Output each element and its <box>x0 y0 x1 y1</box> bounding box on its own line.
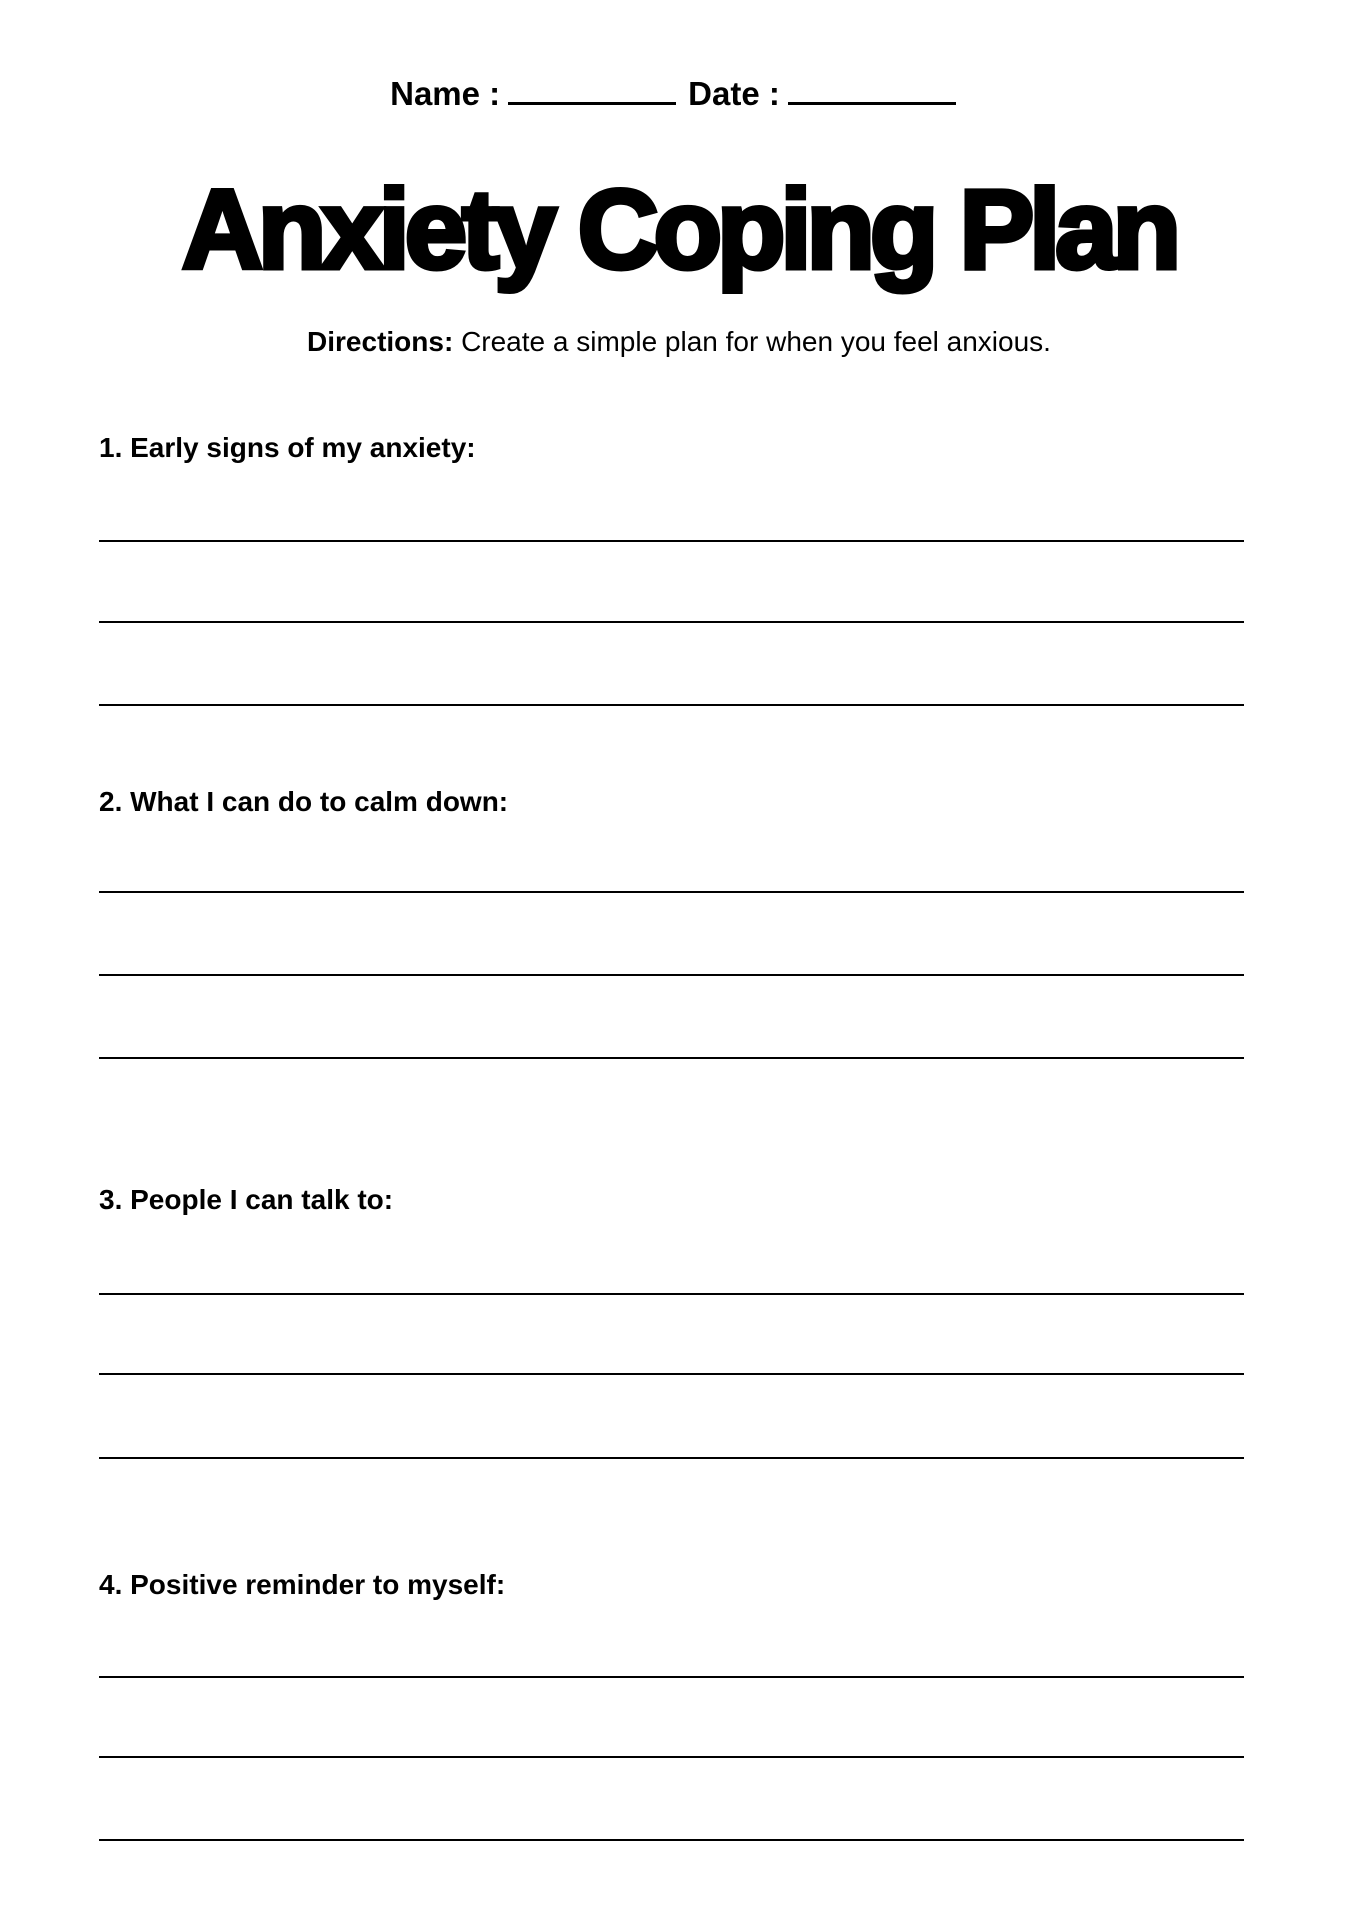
answer-line[interactable] <box>99 1057 1244 1059</box>
answer-line[interactable] <box>99 540 1244 542</box>
name-label: Name : <box>390 75 501 112</box>
section-heading-2: 2. What I can do to calm down: <box>99 786 509 817</box>
answer-line[interactable] <box>99 1756 1244 1758</box>
name-date-row <box>0 72 1358 113</box>
answer-line[interactable] <box>99 704 1244 706</box>
name-field[interactable] <box>508 72 676 105</box>
answer-line[interactable] <box>99 891 1244 893</box>
answer-line[interactable] <box>99 974 1244 976</box>
date-label: Date : <box>688 75 780 112</box>
directions <box>0 326 1358 358</box>
answer-line[interactable] <box>99 621 1244 623</box>
answer-line[interactable] <box>99 1839 1244 1841</box>
page-title: Anxiety Coping Plan <box>182 167 1176 292</box>
directions-label: Directions: <box>307 326 454 357</box>
date-field[interactable] <box>788 72 956 105</box>
answer-line[interactable] <box>99 1373 1244 1375</box>
answer-line[interactable] <box>99 1676 1244 1678</box>
section-heading-3: 3. People I can talk to: <box>99 1184 394 1215</box>
section-heading-1: 1. Early signs of my anxiety: <box>99 432 476 463</box>
answer-line[interactable] <box>99 1457 1244 1459</box>
section-heading-4: 4. Positive reminder to myself: <box>99 1569 506 1600</box>
answer-line[interactable] <box>99 1293 1244 1295</box>
directions-text: Create a simple plan for when you feel anxious. <box>461 326 1051 357</box>
